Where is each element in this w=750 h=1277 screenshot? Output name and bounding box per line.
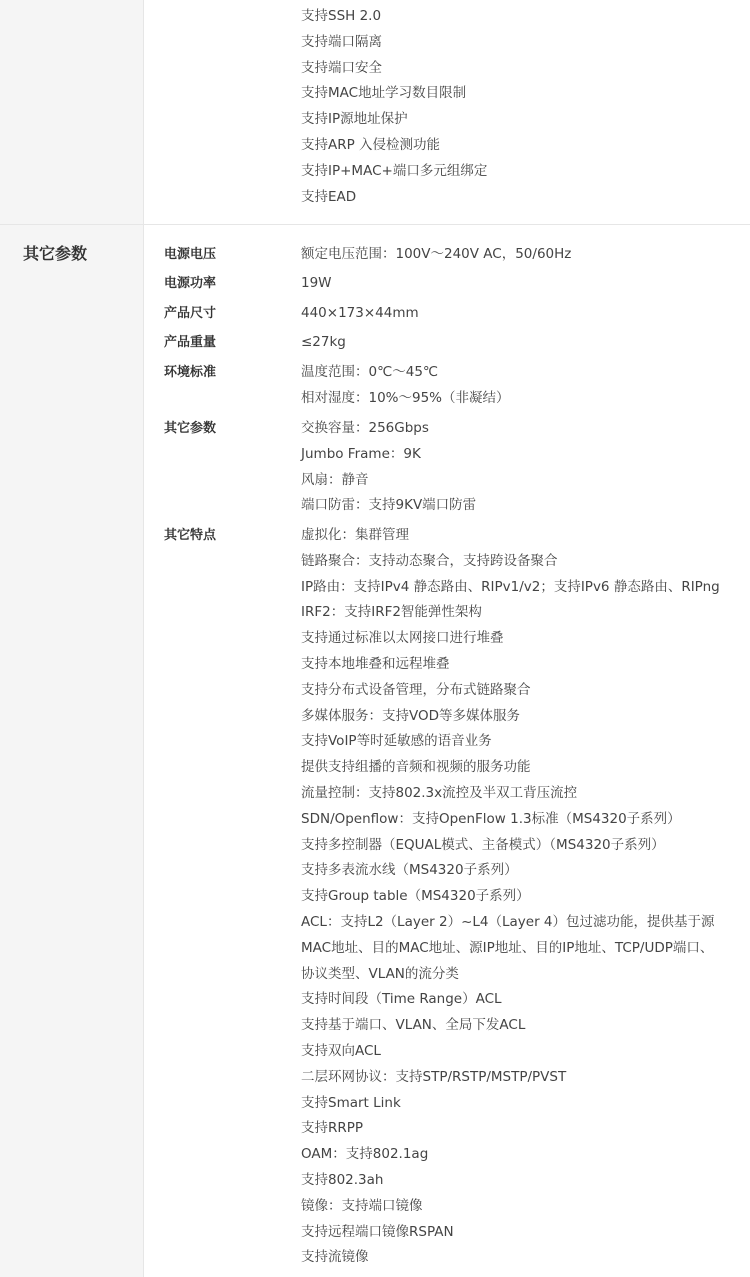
param-value: 交换容量：256Gbps xyxy=(301,420,429,436)
param-value: 二层环网协议：支持STP/RSTP/MSTP/PVST xyxy=(301,1068,567,1085)
param-value: 支持时间段（Time Range）ACL xyxy=(301,991,502,1008)
param-value: ≤27kg xyxy=(301,334,346,350)
spec-value: 支持SSH 2.0 xyxy=(301,8,382,24)
previous-section-value-list xyxy=(301,4,487,210)
param-value: SDN/Openflow：支持OpenFlow 1.3标准（MS4320子系列） xyxy=(301,810,681,827)
param-value: 额定电压范围：100V～240V AC，50/60Hz xyxy=(301,246,572,262)
param-value: 19W xyxy=(301,275,332,291)
param-value: MAC地址、目的MAC地址、源IP地址、目的IP地址、TCP/UDP端口、 xyxy=(301,939,714,956)
param-label: 产品重量 xyxy=(164,335,217,350)
param-values xyxy=(301,523,720,1271)
param-values xyxy=(301,330,346,356)
spec-value: 支持ARP 入侵检测功能 xyxy=(301,136,441,153)
param-value: ACL：支持L2（Layer 2）~L4（Layer 4）包过滤功能，提供基于源 xyxy=(301,913,715,930)
spec-value: 支持端口隔离 xyxy=(301,33,382,50)
param-label: 电源功率 xyxy=(164,276,217,291)
spec-value: 支持IP源地址保护 xyxy=(301,111,408,128)
param-value: 提供支持组播的音频和视频的服务功能 xyxy=(301,759,531,776)
param-label: 产品尺寸 xyxy=(164,306,217,321)
param-value: 支持多表流水线（MS4320子系列） xyxy=(301,862,518,879)
param-value: 风扇：静音 xyxy=(301,471,369,488)
previous-section-label-column xyxy=(0,0,144,225)
param-value: OAM：支持802.1ag xyxy=(301,1146,429,1163)
param-values xyxy=(301,271,332,297)
param-value: 多媒体服务：支持VOD等多媒体服务 xyxy=(301,707,521,724)
param-values xyxy=(301,242,571,268)
spec-value: 支持EAD xyxy=(301,188,357,205)
param-value: 支持分布式设备管理，分布式链路聚合 xyxy=(301,681,531,698)
param-value: 440×173×44mm xyxy=(301,305,419,321)
section-title: 其它参数 xyxy=(23,244,88,263)
previous-section-continuation xyxy=(0,0,750,225)
param-value: 支持多控制器（EQUAL模式、主备模式）（MS4320子系列） xyxy=(301,836,665,853)
param-value: IRF2：支持IRF2智能弹性架构 xyxy=(301,604,482,621)
spec-value: 支持MAC地址学习数目限制 xyxy=(301,85,467,102)
param-value: 温度范围：0℃～45℃ xyxy=(301,364,439,380)
param-value: 支持流镜像 xyxy=(301,1249,369,1266)
param-value: 支持Group table（MS4320子系列） xyxy=(301,888,530,905)
section-label-column xyxy=(0,225,144,1277)
param-value: 流量控制：支持802.3x流控及半双工背压流控 xyxy=(301,784,578,801)
param-value: 链路聚合：支持动态聚合，支持跨设备聚合 xyxy=(301,552,558,569)
param-value: 镜像：支持端口镜像 xyxy=(301,1197,423,1214)
param-value: 支持802.3ah xyxy=(301,1171,384,1188)
spec-value: 支持IP+MAC+端口多元组绑定 xyxy=(301,162,488,179)
param-label: 电源电压 xyxy=(164,247,217,262)
param-value: 支持VoIP等时延敏感的语音业务 xyxy=(301,733,492,750)
param-value: 支持远程端口镜像RSPAN xyxy=(301,1223,454,1240)
param-value: 协议类型、VLAN的流分类 xyxy=(301,965,459,982)
param-label: 其它参数 xyxy=(164,421,217,436)
param-value: 支持Smart Link xyxy=(301,1094,401,1111)
param-value: IP路由：支持IPv4 静态路由、RIPv1/v2；支持IPv6 静态路由、RIPng xyxy=(301,578,720,595)
param-value: Jumbo Frame：9K xyxy=(301,445,421,462)
param-value: 支持通过标准以太网接口进行堆叠 xyxy=(301,630,504,647)
param-label: 环境标准 xyxy=(164,365,217,380)
param-values xyxy=(301,301,419,327)
param-value: 支持RRPP xyxy=(301,1120,364,1137)
param-label: 其它特点 xyxy=(164,528,217,543)
param-values xyxy=(301,360,510,412)
param-value: 相对湿度：10%～95%（非凝结） xyxy=(301,389,510,406)
param-value: 虚拟化：集群管理 xyxy=(301,527,409,543)
other-params-section xyxy=(0,225,750,1277)
param-value: 端口防雷：支持9KV端口防雷 xyxy=(301,497,477,514)
spec-value: 支持端口安全 xyxy=(301,59,382,76)
param-values xyxy=(301,416,476,519)
param-value: 支持双向ACL xyxy=(301,1042,381,1059)
param-value: 支持本地堆叠和远程堆叠 xyxy=(301,655,450,672)
param-value: 支持基于端口、VLAN、全局下发ACL xyxy=(301,1017,526,1034)
